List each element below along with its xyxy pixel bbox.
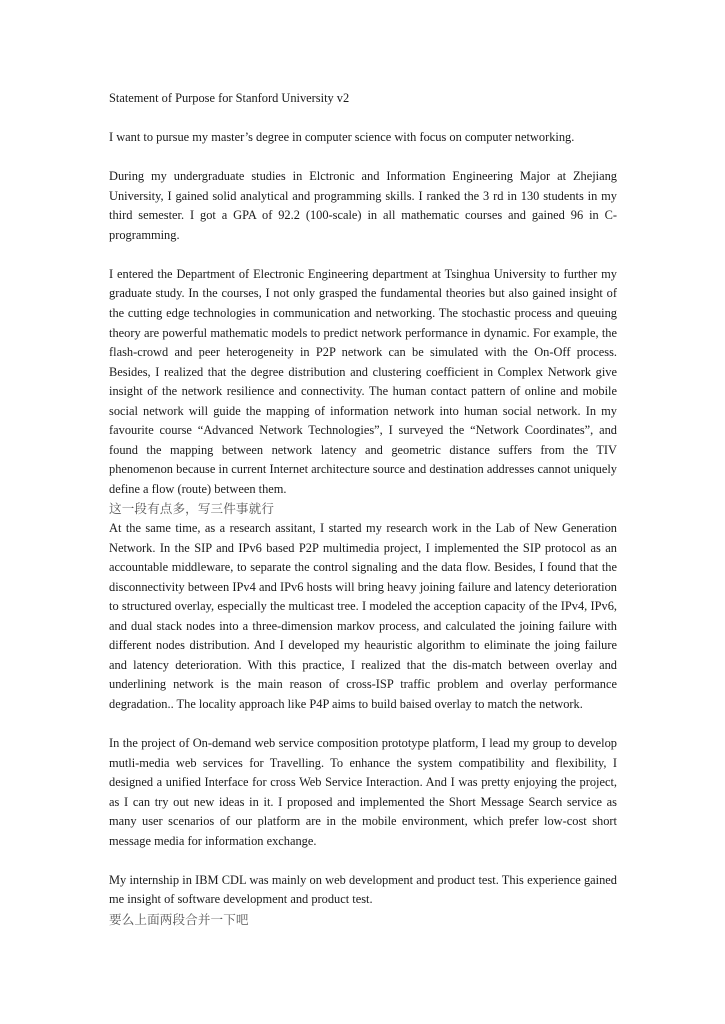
- paragraph-intro: I want to pursue my master’s degree in computer science with focus on computer networking.: [109, 130, 575, 145]
- paragraph-graduate-courses: I entered the Department of Electronic Engineering department at Tsinghua University to further my graduate study. In the courses, I not only grasped the fundamental theories but also gained insight of the cutting edge technologies in communication and networking. The stochastic process and queuing theory are powerful mathematic models to predict network performance in dynamic. For example, the flash-crowd and peer heterogeneity in P2P network can be simulated with the On-Off process. Besides, I realized that the degree distribution and clustering coefficient in Complex Network give insight of the network resilience and connectivity. The human contact pattern of online and mobile social network will guide the mapping of information network into human social network. In my favourite course “Advanced Network Technologies”, I surveyed the “Network Coordinates”, and found the mapping between network latency and geometric distance suffers from the TIV phenomenon because in current Internet architecture source and destination addresses cannot uniquely define a flow (route) between them.: [109, 266, 617, 496]
- document-text-column: [109, 89, 617, 930]
- paragraph-web-service-project: In the project of On-demand web service composition prototype platform, I lead my group to develop mutli-media web services for Travelling. To enhance the system compatibility and flexibility, I designed a unified Interface for cross Web Service Interaction. And I was pretty enjoying the project, as I can try out new ideas in it. I proposed and implemented the Short Message Search service as many user scenarios of our platform are in the mobile environment, which prefer low-cost short message media for information exchange.: [109, 736, 617, 848]
- paragraph-research-assistant: At the same time, as a research assitant, I started my research work in the Lab of New Generation Network. In the SIP and IPv6 based P2P multimedia project, I implemented the SIP protocol as an accountable middleware, to separate the control signaling and the data flow. Besides, I found that the disconnectivity between IPv4 and IPv6 hosts will bring heavy joining failure and latency deterioration to structured overlay, especially the multicast tree. I modeled the acception capacity of the IPv4, IPv6, and dual stack nodes into a three-dimension markov process, and calculated the joining failure with different nodes distribution. And I developed my heauristic algorithm to eliminate the joing failure and latency deterioration. With this practice, I realized that the dis-match between overlay and underlining network is the main reason of cross-ISP traffic problem and overlay performance degradation.. The locality approach like P4P aims to build baised overlay to match the network.: [109, 521, 617, 711]
- annotation-after-graduate-courses: 这一段有点多，写三件事就行: [109, 501, 275, 517]
- paragraph-internship: My internship in IBM CDL was mainly on web development and product test. This experience gained me insight of software development and product test.: [109, 872, 617, 907]
- document-title: Statement of Purpose for Stanford University v2: [109, 91, 350, 105]
- paragraph-undergraduate: During my undergraduate studies in Elctronic and Information Engineering Major at Zhejiang University, I gained solid analytical and programming skills. I ranked the 3 rd in 130 students in my third semester. I got a GPA of 92.2 (100-scale) in all mathematic courses and gained 96 in C-programming.: [109, 169, 617, 242]
- paragraph-spacer: [109, 715, 617, 735]
- paragraph-spacer: [109, 148, 617, 168]
- paragraph-spacer: [109, 109, 617, 129]
- paragraph-spacer: [109, 245, 617, 265]
- annotation-after-internship: 要么上面两段合并一下吧: [109, 911, 249, 927]
- paragraph-spacer: [109, 851, 617, 871]
